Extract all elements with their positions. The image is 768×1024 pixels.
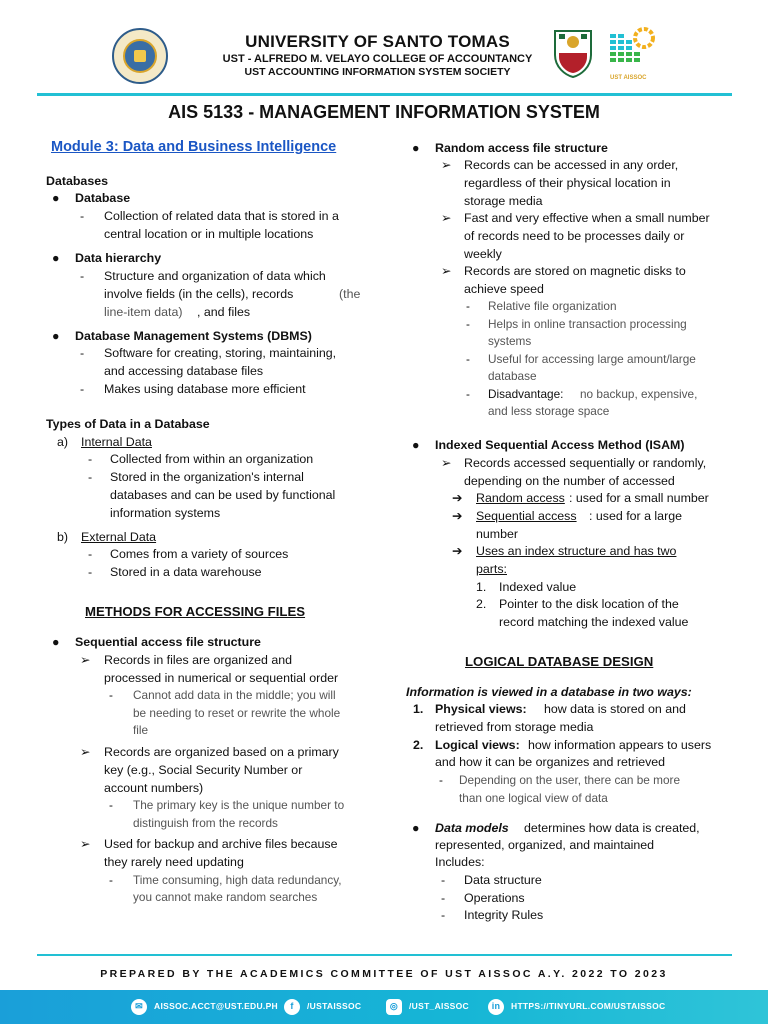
- internal-point: information systems: [110, 506, 221, 520]
- dash-icon: -: [88, 565, 93, 579]
- random-subpoint: Relative file organization: [488, 299, 617, 313]
- dash-icon: -: [439, 773, 443, 787]
- seq-point: account numbers): [104, 781, 204, 795]
- seq-subpoint: file: [133, 723, 149, 737]
- logical-views-term: Logical views:: [435, 738, 520, 752]
- internal-point: Collected from within an organization: [110, 452, 314, 466]
- aissoc-logo-label: UST AISSOC: [610, 75, 647, 81]
- footer-contact-bar: [0, 990, 768, 1024]
- isam-line: : used for a small number: [569, 491, 709, 505]
- facebook-icon: f: [284, 999, 300, 1015]
- dash-icon: -: [80, 382, 85, 396]
- hierarchy-def-line: , and files: [197, 305, 251, 319]
- isam-part: Indexed value: [499, 580, 577, 594]
- prepared-by-note: PREPARED BY THE ACADEMICS COMMITTEE OF UST AISSOC A.Y. 2022 TO 2023: [100, 968, 668, 980]
- list-marker: a): [57, 435, 69, 449]
- seq-point: Records are organized based on a primary: [104, 745, 339, 759]
- arrowhead-icon: ➢: [441, 158, 452, 172]
- dash-icon: -: [466, 352, 470, 366]
- university-name: UNIVERSITY OF SANTO TOMAS: [245, 32, 510, 51]
- arrowhead-icon: ➢: [441, 211, 452, 225]
- logical-views-sub: Depending on the user, there can be more: [459, 773, 681, 787]
- hierarchy-term: Data hierarchy: [75, 251, 162, 265]
- arrow-right-icon: ➔: [452, 491, 463, 505]
- arrowhead-icon: ➢: [80, 653, 91, 667]
- college-name: UST - ALFREDO M. VELAYO COLLEGE OF ACCOUNTANCY: [222, 53, 533, 65]
- list-marker: b): [57, 530, 69, 544]
- logical-views-sub: than one logical view of data: [459, 791, 608, 805]
- data-models-def: Includes:: [435, 855, 485, 869]
- data-models-term: Data models: [435, 821, 509, 835]
- dash-icon: -: [466, 299, 470, 313]
- bullet-icon: ●: [412, 438, 420, 452]
- database-def-line: central location or in multiple locations: [104, 227, 314, 241]
- linkedin-icon: in: [488, 999, 504, 1015]
- dash-icon: -: [88, 547, 93, 561]
- data-models-def: determines how data is created,: [524, 821, 700, 835]
- bullet-icon: ●: [52, 191, 60, 205]
- internal-point: Stored in the organization's internal: [110, 470, 304, 484]
- seq-subpoint: The primary key is the unique number to: [133, 798, 345, 812]
- random-subpoint: Useful for accessing large amount/large: [488, 352, 696, 366]
- random-line: Fast and very effective when a small number: [464, 211, 710, 225]
- bullet-icon: ●: [412, 141, 420, 155]
- isam-index-structure: parts:: [476, 562, 507, 576]
- seq-subpoint: you cannot make random searches: [133, 890, 318, 904]
- isam-part: Pointer to the disk location of the: [499, 597, 679, 611]
- arrowhead-icon: ➢: [80, 837, 91, 851]
- course-title: AIS 5133 - MANAGEMENT INFORMATION SYSTEM: [168, 102, 600, 122]
- footer-facebook[interactable]: [284, 999, 361, 1015]
- data-models-def: represented, organized, and maintained: [435, 838, 655, 852]
- hierarchy-def-aside: line-item data): [104, 305, 183, 319]
- hierarchy-def-line: involve fields (in the cells), records: [104, 287, 294, 301]
- seq-point: they rarely need updating: [104, 855, 244, 869]
- dbms-def-line: and accessing database files: [104, 364, 264, 378]
- database-term: Database: [75, 191, 131, 205]
- footer-instagram[interactable]: [386, 999, 469, 1015]
- society-name: UST ACCOUNTING INFORMATION SYSTEM SOCIETY: [244, 66, 511, 78]
- bullet-icon: ●: [52, 635, 60, 649]
- external-point: Stored in a data warehouse: [110, 565, 262, 579]
- random-line: storage media: [464, 194, 543, 208]
- footer-email[interactable]: [131, 999, 278, 1015]
- internal-data-label: Internal Data: [81, 435, 152, 449]
- seq-subpoint: distinguish from the records: [133, 816, 278, 830]
- random-term: Random access file structure: [435, 141, 608, 155]
- data-models-item: Integrity Rules: [464, 908, 544, 922]
- isam-part: record matching the indexed value: [499, 615, 689, 629]
- header-divider: [37, 93, 732, 96]
- random-line: regardless of their physical location in: [464, 176, 671, 190]
- list-number: 1.: [476, 580, 487, 594]
- ust-aissoc-seal-logo: [112, 28, 168, 84]
- list-number: 2.: [413, 738, 424, 752]
- dash-icon: -: [80, 209, 85, 223]
- physical-views-def: retrieved from storage media: [435, 720, 594, 734]
- dash-icon: -: [88, 452, 93, 466]
- dbms-def-line: Makes using database more efficient: [104, 382, 306, 396]
- internal-point: databases and can be used by functional: [110, 488, 336, 502]
- footer-facebook-text: /USTAISSOC: [307, 1001, 362, 1012]
- arrowhead-icon: ➢: [80, 745, 91, 759]
- isam-line: Records accessed sequentially or randomly,: [464, 456, 707, 470]
- isam-line: depending on the number of accessed: [464, 474, 675, 488]
- dash-icon: -: [80, 346, 85, 360]
- arrowhead-icon: ➢: [441, 264, 452, 278]
- dash-icon: -: [466, 317, 470, 331]
- hierarchy-def-line: Structure and organization of data which: [104, 269, 326, 283]
- random-subpoint: systems: [488, 334, 532, 348]
- arrow-right-icon: ➔: [452, 544, 463, 558]
- bullet-icon: ●: [412, 821, 420, 835]
- arrow-right-icon: ➔: [452, 509, 463, 523]
- isam-index-structure: Uses an index structure and has two: [476, 544, 677, 558]
- dash-icon: -: [109, 688, 113, 702]
- data-models-item: Operations: [464, 891, 525, 905]
- physical-views-def: how data is stored on and: [544, 702, 686, 716]
- module-title-link[interactable]: Module 3: Data and Business Intelligence: [51, 139, 337, 155]
- dash-icon: -: [441, 873, 446, 887]
- aissoc-logo: [608, 26, 656, 82]
- ust-shield-logo: [551, 27, 595, 79]
- footer-link-text: HTTPS://TINYURL.COM/USTAISSOC: [511, 1001, 666, 1012]
- views-intro: Information is viewed in a database in two ways:: [406, 685, 692, 699]
- dash-icon: -: [80, 269, 85, 283]
- instagram-icon: ◎: [386, 999, 402, 1015]
- external-data-label: External Data: [81, 530, 157, 544]
- random-subpoint: Helps in online transaction processing: [488, 317, 687, 331]
- isam-line: number: [476, 527, 519, 541]
- dbms-term: Database Management Systems (DBMS): [75, 329, 312, 343]
- bullet-icon: ●: [52, 251, 60, 265]
- seq-subpoint: Cannot add data in the middle; you will: [133, 688, 336, 702]
- random-line: achieve speed: [464, 282, 544, 296]
- dash-icon: -: [109, 798, 113, 812]
- database-def-line: Collection of related data that is stored in a: [104, 209, 339, 223]
- footer-email-text: AISSOC.ACCT@UST.EDU.PH: [154, 1001, 278, 1012]
- dash-icon: -: [109, 873, 113, 887]
- physical-views-term: Physical views:: [435, 702, 527, 716]
- seq-subpoint: Time consuming, high data redundancy,: [133, 873, 342, 887]
- external-point: Comes from a variety of sources: [110, 547, 289, 561]
- mail-icon: ✉: [131, 999, 147, 1015]
- isam-sequential-access: Sequential access: [476, 509, 577, 523]
- databases-heading: Databases: [46, 174, 108, 188]
- isam-term: Indexed Sequential Access Method (ISAM): [435, 438, 685, 452]
- isam-random-access: Random access: [476, 491, 565, 505]
- random-line: of records need to be processes daily or: [464, 229, 685, 243]
- dash-icon: -: [466, 387, 470, 401]
- seq-point: key (e.g., Social Security Number or: [104, 763, 303, 777]
- seq-subpoint: be needing to reset or rewrite the whole: [133, 706, 341, 720]
- methods-heading: METHODS FOR ACCESSING FILES: [85, 604, 306, 619]
- seq-point: processed in numerical or sequential order: [104, 671, 339, 685]
- isam-line: : used for a large: [589, 509, 682, 523]
- dash-icon: -: [441, 891, 446, 905]
- data-models-item: Data structure: [464, 873, 542, 887]
- random-line: weekly: [464, 247, 502, 261]
- dbms-def-line: Software for creating, storing, maintaining,: [104, 346, 337, 360]
- footer-divider: [37, 954, 732, 956]
- random-subpoint: database: [488, 369, 537, 383]
- list-number: 1.: [413, 702, 424, 716]
- footer-link[interactable]: [488, 999, 665, 1015]
- random-subpoint: no backup, expensive,: [580, 387, 698, 401]
- seq-point: Records in files are organized and: [104, 653, 293, 667]
- random-line: Records can be accessed in any order,: [464, 158, 679, 172]
- sequential-term: Sequential access file structure: [75, 635, 261, 649]
- arrowhead-icon: ➢: [441, 456, 452, 470]
- logical-heading: LOGICAL DATABASE DESIGN: [465, 654, 654, 669]
- logical-views-def: and how it can be organizes and retrieved: [435, 755, 666, 769]
- document-header: [0, 0, 768, 96]
- seq-point: Used for backup and archive files because: [104, 837, 338, 851]
- dash-icon: -: [441, 908, 446, 922]
- bullet-icon: ●: [52, 329, 60, 343]
- footer-instagram-text: /UST_AISSOC: [409, 1001, 469, 1012]
- random-subpoint: Disadvantage:: [488, 387, 564, 401]
- hierarchy-def-aside: (the: [339, 287, 361, 301]
- list-number: 2.: [476, 597, 487, 611]
- dash-icon: -: [88, 470, 93, 484]
- types-heading: Types of Data in a Database: [46, 417, 210, 431]
- random-subpoint: and less storage space: [488, 404, 610, 418]
- random-line: Records are stored on magnetic disks to: [464, 264, 686, 278]
- logical-views-def: how information appears to users: [528, 738, 712, 752]
